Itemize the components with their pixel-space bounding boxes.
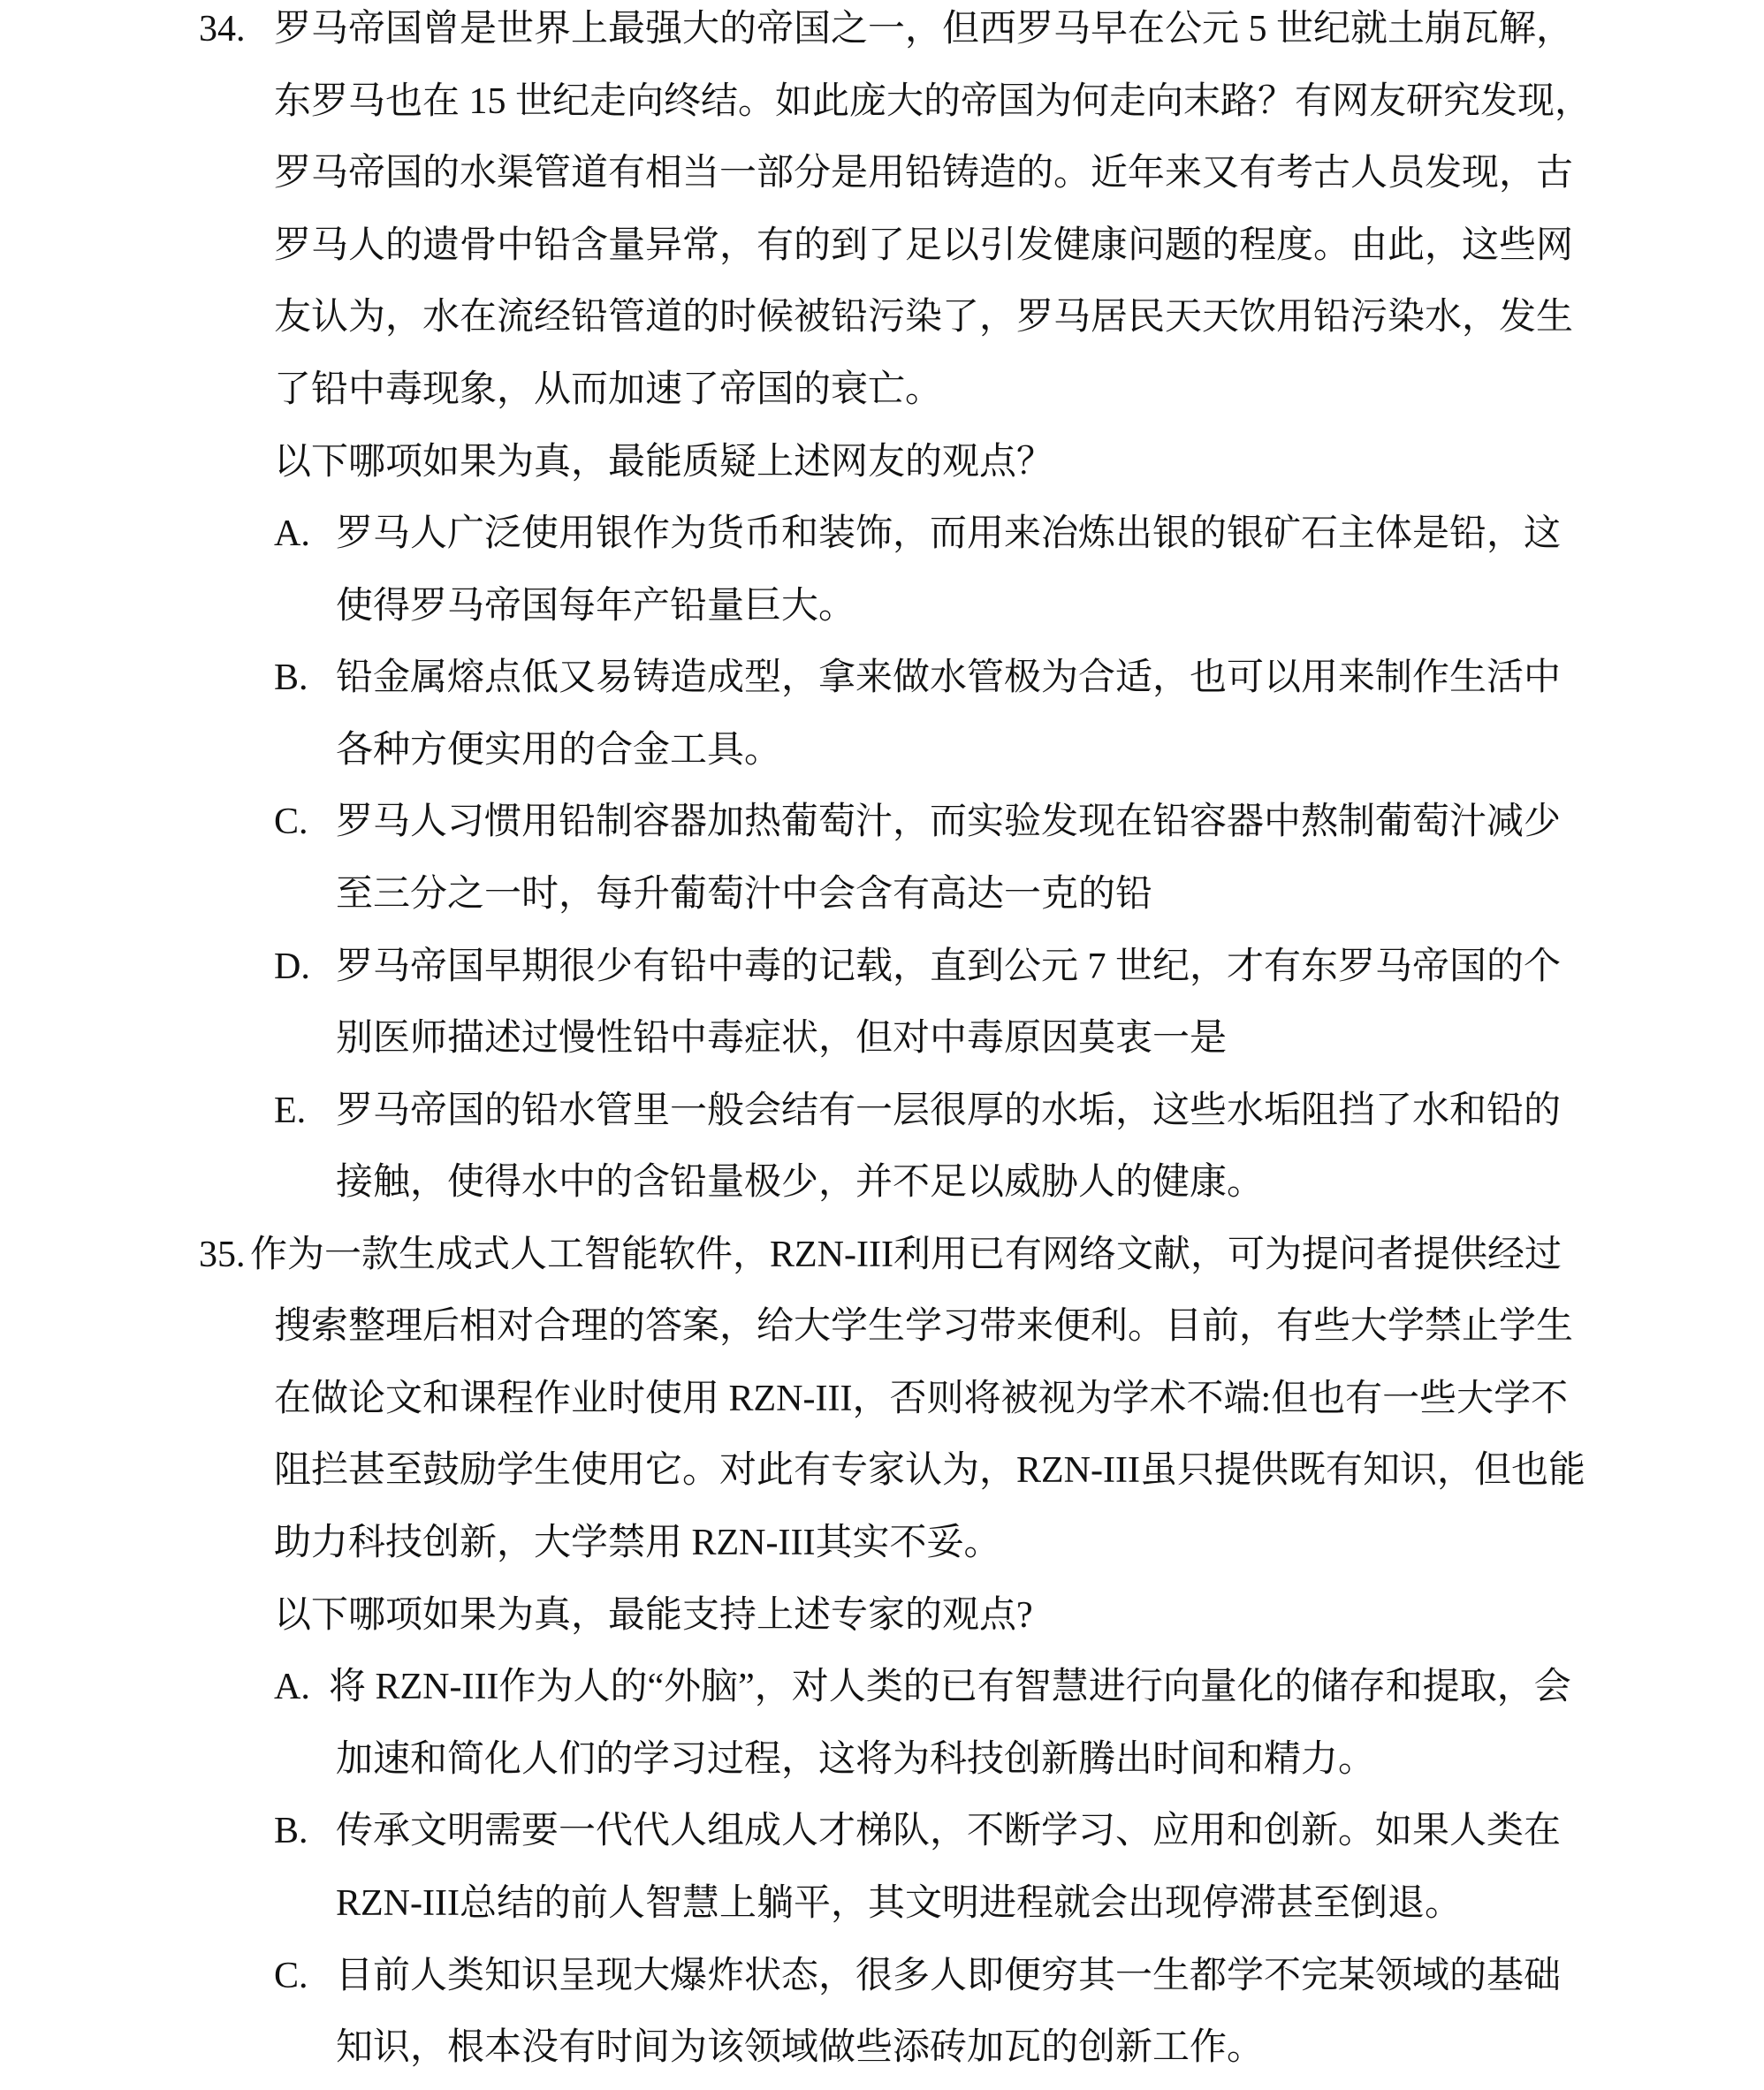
- option-text-line: 传承文明需要一代代人组成人才梯队，不断学习、应用和创新。如果人类在: [336, 1811, 1562, 1851]
- option-text-line: 使得罗马帝国每年产铅量巨大。: [336, 586, 856, 627]
- question-number: 35.: [199, 1235, 246, 1275]
- question-stem-line: 罗马人的遗骨中铅含量异常，有的到了足以引发健康问题的程度。由此，这些网: [274, 225, 1574, 266]
- question-stem-line: 友认为，水在流经铅管道的时候被铅污染了，罗马居民天天饮用铅污染水，发生: [274, 297, 1574, 338]
- question-stem-line: 阻拦甚至鼓励学生使用它。对此有专家认为，RZN-III虽只提供既有知识，但也能: [274, 1450, 1585, 1491]
- question-stem-line: 了铅中毒现象，从而加速了帝国的衰亡。: [274, 369, 943, 410]
- option-text-line: 别医师描述过慢性铅中毒症状，但对中毒原因莫衷一是: [336, 1018, 1228, 1059]
- option-text-line: 罗马人习惯用铅制容器加热葡萄汁，而实验发现在铅容器中熬制葡萄汁减少: [336, 802, 1562, 842]
- option-label: B.: [274, 657, 308, 698]
- option-text-line: RZN-III总结的前人智慧上躺平，其文明进程就会出现停滞甚至倒退。: [336, 1883, 1462, 1924]
- option-label: B.: [274, 1811, 308, 1851]
- option-label: D.: [274, 946, 310, 987]
- question-prompt: 以下哪项如果为真，最能支持上述专家的观点?: [274, 1595, 1033, 1636]
- option-label: E.: [274, 1091, 307, 1131]
- option-text-line: 罗马帝国早期很少有铅中毒的记载，直到公元 7 世纪，才有东罗马帝国的个: [336, 946, 1562, 987]
- question-stem-line: 在做论文和课程作业时使用 RZN-III，否则将被视为学术不端:但也有一些大学不: [274, 1379, 1569, 1419]
- option-text-line: 知识，根本没有时间为该领域做些添砖加瓦的创新工作。: [336, 2027, 1265, 2068]
- option-text-line: 至三分之一时，每升葡萄汁中会含有高达一克的铅: [336, 874, 1153, 915]
- option-label: A.: [274, 513, 310, 554]
- option-text-line: 罗马人广泛使用银作为货币和装饰，而用来冶炼出银的银矿石主体是铅，这: [336, 513, 1562, 554]
- option-text-line: 铅金属熔点低又易铸造成型，拿来做水管极为合适，也可以用来制作生活中: [336, 657, 1562, 698]
- question-prompt: 以下哪项如果为真，最能质疑上述网友的观点？: [274, 442, 1054, 483]
- question-number: 34.: [199, 9, 246, 49]
- option-text-line: 加速和简化人们的学习过程，这将为科技创新腾出时间和精力。: [336, 1739, 1376, 1780]
- option-text-line: 罗马帝国的铅水管里一般会结有一层很厚的水垢，这些水垢阻挡了水和铅的: [336, 1091, 1562, 1131]
- question-stem-line: 助力科技创新，大学禁用 RZN-III其实不妥。: [274, 1523, 1001, 1563]
- option-text-line: 目前人类知识呈现大爆炸状态，很多人即便穷其一生都学不完某领域的基础: [336, 1956, 1562, 1996]
- question-stem-line: 搜索整理后相对合理的答案，给大学生学习带来便利。目前，有些大学禁止学生: [274, 1306, 1574, 1347]
- question-stem-line: 作为一款生成式人工智能软件，RZN-III利用已有网络文献，可为提问者提供经过: [250, 1235, 1562, 1275]
- option-label: C.: [274, 1956, 308, 1996]
- question-stem-line: 罗马帝国的水渠管道有相当一部分是用铅铸造的。近年来又有考古人员发现，古: [274, 153, 1574, 194]
- option-text-line: 将 RZN-III作为人的“外脑”，对人类的已有智慧进行向量化的储存和提取，会: [329, 1667, 1571, 1707]
- question-stem-line: 东罗马也在 15 世纪走向终结。如此庞大的帝国为何走向末路？有网友研究发现，: [274, 81, 1593, 122]
- question-stem-line: 罗马帝国曾是世界上最强大的帝国之一，但西罗马早在公元 5 世纪就土崩瓦解，: [274, 9, 1574, 49]
- option-label: C.: [274, 802, 308, 842]
- option-text-line: 各种方便实用的合金工具。: [336, 730, 782, 771]
- option-label: A.: [274, 1667, 310, 1707]
- option-text-line: 接触，使得水中的含铅量极少，并不足以威胁人的健康。: [336, 1162, 1265, 1203]
